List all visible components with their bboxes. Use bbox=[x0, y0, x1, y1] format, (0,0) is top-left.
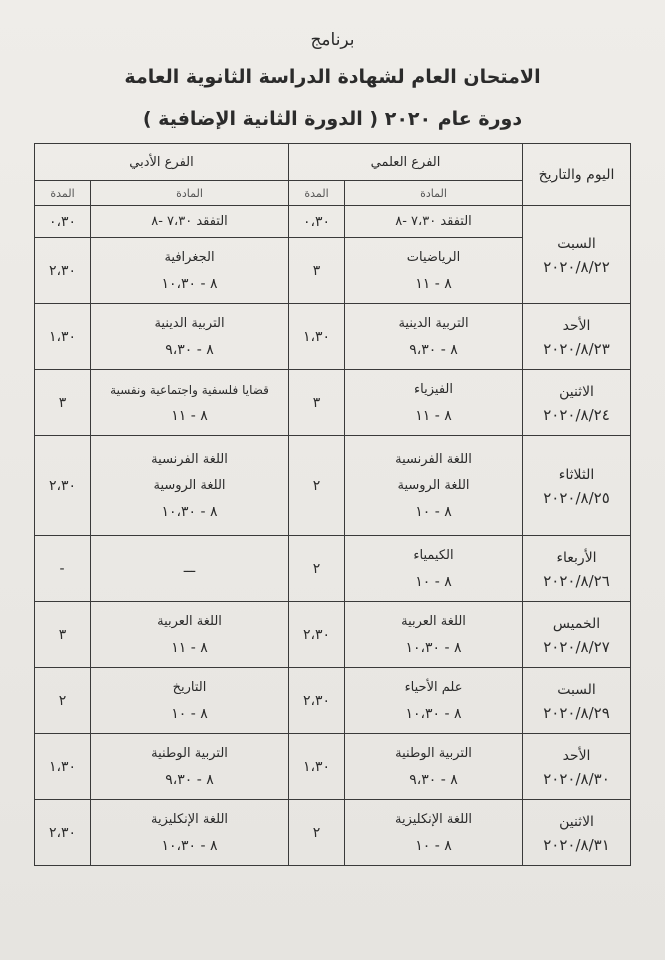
day-name: السبت bbox=[557, 681, 596, 698]
science-checkin-duration: ٠،٣٠ bbox=[289, 206, 345, 238]
science-duration: ٢ bbox=[289, 800, 345, 866]
science-duration: ١،٣٠ bbox=[289, 734, 345, 800]
science-time: ٨ - ٩،٣٠ bbox=[409, 341, 458, 358]
science-subject: الكيمياء bbox=[413, 547, 454, 563]
day-name: السبت bbox=[557, 235, 596, 252]
day-date: ٢٠٢٠/٨/٢٥ bbox=[543, 488, 610, 507]
day-name: الأحد bbox=[562, 317, 591, 334]
literary-subject: قضايا فلسفية واجتماعية ونفسية bbox=[110, 382, 269, 397]
literary-duration: ٣ bbox=[35, 602, 91, 668]
day-date: ٢٠٢٠/٨/٢٢ bbox=[543, 257, 610, 276]
literary-duration: - bbox=[35, 536, 91, 602]
science-duration: ١،٣٠ bbox=[289, 304, 345, 370]
science-subject: الرياضيات bbox=[406, 249, 461, 265]
literary-subject: الجغرافية bbox=[164, 249, 215, 265]
science-checkin: التفقد ٧،٣٠ -٨ bbox=[345, 206, 523, 238]
science-time: ٨ - ١٠ bbox=[415, 837, 452, 854]
science-duration: ٢ bbox=[289, 436, 345, 536]
literary-subject: اللغة الفرنسية bbox=[151, 451, 228, 467]
science-time: ٨ - ١٠ bbox=[415, 503, 452, 520]
literary-time: ٨ - ١٠،٣٠ bbox=[161, 503, 218, 520]
science-duration: ٢ bbox=[289, 536, 345, 602]
header-literary-subject: المادة bbox=[91, 181, 289, 206]
science-subject: اللغة الفرنسية bbox=[395, 451, 472, 467]
doc-heading-exam: الامتحان العام لشهادة الدراسة الثانوية العامة bbox=[124, 66, 541, 88]
science-duration: ٢،٣٠ bbox=[289, 668, 345, 734]
day-cell bbox=[523, 734, 631, 800]
literary-exam-cell bbox=[91, 304, 289, 370]
day-cell bbox=[523, 800, 631, 866]
literary-time: ٨ - ١١ bbox=[171, 639, 208, 656]
literary-exam-cell bbox=[91, 668, 289, 734]
table-row bbox=[35, 304, 631, 370]
science-subject: اللغة الإنكليزية bbox=[394, 811, 473, 827]
table-row bbox=[35, 734, 631, 800]
exam-schedule-table bbox=[34, 143, 631, 866]
literary-exam-cell bbox=[91, 238, 289, 304]
header-science-branch: الفرع العلمي bbox=[289, 144, 523, 181]
table-row bbox=[35, 206, 631, 238]
science-subject: علم الأحياء bbox=[404, 679, 463, 695]
science-exam-cell bbox=[345, 436, 523, 536]
literary-exam-cell bbox=[91, 370, 289, 436]
literary-duration: ١،٣٠ bbox=[35, 304, 91, 370]
literary-time: ٨ - ١٠ bbox=[171, 705, 208, 722]
literary-checkin-duration: ٠،٣٠ bbox=[35, 206, 91, 238]
literary-checkin: التفقد ٧،٣٠ -٨ bbox=[91, 206, 289, 238]
doc-heading-session: دورة عام ٢٠٢٠ ( الدورة الثانية الإضافية ) bbox=[142, 108, 523, 130]
header-science-subject: المادة bbox=[345, 181, 523, 206]
literary-subject: التاريخ bbox=[172, 679, 207, 695]
science-exam-cell bbox=[345, 370, 523, 436]
day-date: ٢٠٢٠/٨/٣١ bbox=[543, 835, 610, 854]
literary-duration: ٢،٣٠ bbox=[35, 800, 91, 866]
science-time: ٨ - ١٠،٣٠ bbox=[405, 639, 462, 656]
doc-heading-program: برنامج bbox=[310, 30, 355, 50]
literary-subject: اللغة الإنكليزية bbox=[150, 811, 229, 827]
literary-no-exam: ـــ bbox=[91, 536, 289, 602]
science-time: ٨ - ٩،٣٠ bbox=[409, 771, 458, 788]
science-subject: التربية الدينية bbox=[398, 315, 469, 331]
day-date: ٢٠٢٠/٨/٢٤ bbox=[543, 405, 610, 424]
literary-duration: ٢،٣٠ bbox=[35, 436, 91, 536]
day-cell bbox=[523, 668, 631, 734]
table-row bbox=[35, 602, 631, 668]
science-time: ٨ - ١١ bbox=[415, 275, 452, 292]
science-time: ٨ - ١١ bbox=[415, 407, 452, 424]
day-cell bbox=[523, 304, 631, 370]
day-name: الاثنين bbox=[559, 813, 594, 830]
literary-subject: التربية الوطنية bbox=[151, 745, 228, 761]
day-date: ٢٠٢٠/٨/٢٧ bbox=[543, 637, 610, 656]
literary-exam-cell bbox=[91, 602, 289, 668]
science-exam-cell bbox=[345, 536, 523, 602]
header-literary-branch: الفرع الأدبي bbox=[35, 144, 289, 181]
literary-exam-cell bbox=[91, 800, 289, 866]
science-exam-cell bbox=[345, 238, 523, 304]
science-duration: ٣ bbox=[289, 238, 345, 304]
science-subject: اللغة العربية bbox=[401, 613, 466, 629]
literary-duration: ٣ bbox=[35, 370, 91, 436]
literary-duration: ١،٣٠ bbox=[35, 734, 91, 800]
day-date: ٢٠٢٠/٨/٢٦ bbox=[543, 571, 610, 590]
day-cell bbox=[523, 370, 631, 436]
day-name: الأربعاء bbox=[556, 549, 597, 566]
table-row bbox=[35, 436, 631, 536]
science-subject: الفيزياء bbox=[414, 381, 453, 397]
day-date: ٢٠٢٠/٨/٢٣ bbox=[543, 339, 610, 358]
science-exam-cell bbox=[345, 668, 523, 734]
literary-subject-alt: اللغة الروسية bbox=[153, 477, 226, 493]
science-time: ٨ - ١٠،٣٠ bbox=[405, 705, 462, 722]
literary-subject: اللغة العربية bbox=[157, 613, 222, 629]
day-cell bbox=[523, 602, 631, 668]
literary-time: ٨ - ١٠،٣٠ bbox=[161, 837, 218, 854]
science-subject-alt: اللغة الروسية bbox=[397, 477, 470, 493]
science-exam-cell bbox=[345, 734, 523, 800]
day-cell bbox=[523, 436, 631, 536]
day-name: الثلاثاء bbox=[558, 466, 595, 483]
literary-exam-cell bbox=[91, 436, 289, 536]
table-row bbox=[35, 370, 631, 436]
literary-duration: ٢ bbox=[35, 668, 91, 734]
science-exam-cell bbox=[345, 602, 523, 668]
day-name: الاثنين bbox=[559, 383, 594, 400]
day-cell bbox=[523, 536, 631, 602]
science-exam-cell bbox=[345, 800, 523, 866]
table-row bbox=[35, 536, 631, 602]
header-day-date: اليوم والتاريخ bbox=[523, 144, 631, 206]
literary-exam-cell bbox=[91, 734, 289, 800]
literary-time: ٨ - ١٠،٣٠ bbox=[161, 275, 218, 292]
science-exam-cell bbox=[345, 304, 523, 370]
table-row bbox=[35, 800, 631, 866]
day-cell bbox=[523, 206, 631, 304]
day-name: الأحد bbox=[562, 747, 591, 764]
science-duration: ٣ bbox=[289, 370, 345, 436]
science-time: ٨ - ١٠ bbox=[415, 573, 452, 590]
literary-duration: ٢،٣٠ bbox=[35, 238, 91, 304]
literary-subject: التربية الدينية bbox=[154, 315, 225, 331]
header-science-duration: المدة bbox=[289, 181, 345, 206]
literary-time: ٨ - ٩،٣٠ bbox=[165, 771, 214, 788]
science-duration: ٢،٣٠ bbox=[289, 602, 345, 668]
table-row bbox=[35, 668, 631, 734]
header-literary-duration: المدة bbox=[35, 181, 91, 206]
day-date: ٢٠٢٠/٨/٢٩ bbox=[543, 703, 610, 722]
science-subject: التربية الوطنية bbox=[395, 745, 472, 761]
day-name: الخميس bbox=[552, 615, 601, 632]
day-date: ٢٠٢٠/٨/٣٠ bbox=[543, 769, 610, 788]
literary-time: ٨ - ١١ bbox=[171, 407, 208, 424]
literary-time: ٨ - ٩،٣٠ bbox=[165, 341, 214, 358]
